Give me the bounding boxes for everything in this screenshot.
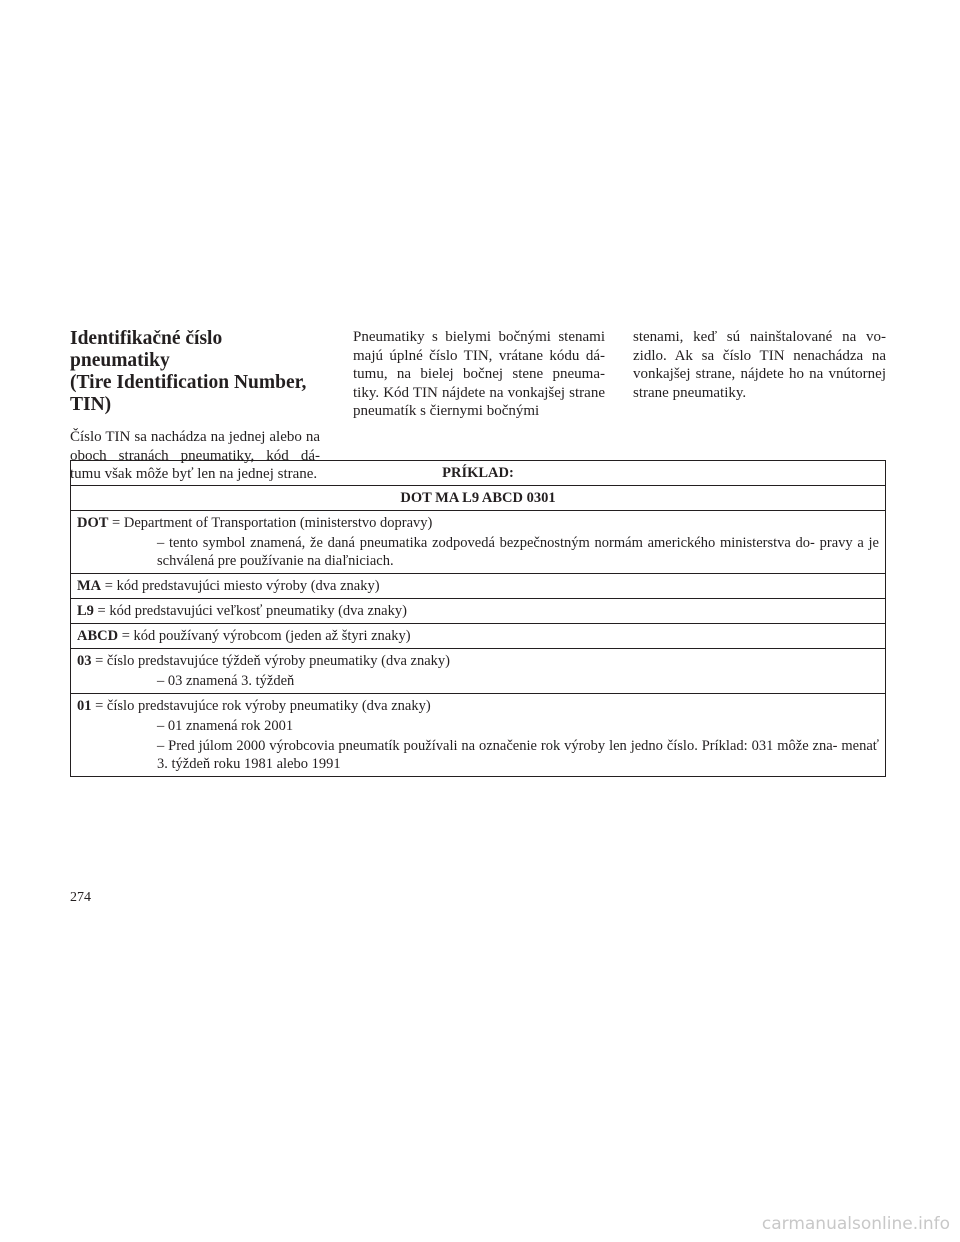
body-paragraph-3: stenami, keď sú nainštalované na vo- zidlo. Ak sa číslo TIN nenachádza na vonkajšej strane, nájdete ho na vnútornej strane pneumatiky. xyxy=(633,329,886,401)
table-cell xyxy=(71,694,886,777)
definition-line xyxy=(77,652,879,670)
table-row xyxy=(71,624,886,649)
column-2 xyxy=(353,328,605,421)
code-term: L9 xyxy=(77,603,94,619)
definition-line xyxy=(77,697,879,715)
code-term: MA xyxy=(77,578,102,594)
table-row xyxy=(71,511,886,574)
table-row xyxy=(71,694,886,777)
definition-line xyxy=(77,627,879,645)
code-definition: = Department of Transportation (ministerstvo dopravy) xyxy=(108,515,433,531)
page-number: 274 xyxy=(70,890,91,905)
code-definition: = číslo predstavujúce rok výroby pneumatiky (dva znaky) xyxy=(91,698,431,714)
table-cell xyxy=(71,574,886,599)
table-cell xyxy=(71,599,886,624)
table-row xyxy=(71,649,886,694)
watermark: carmanualsonline.info xyxy=(761,1214,950,1234)
sub-note: – Pred júlom 2000 výrobcovia pneumatík používali na označenie rok výroby len jedno číslo. Príklad: 031 môže zna- menať 3. týždeň roku 1981 alebo 1991 xyxy=(157,738,879,772)
sub-note: – 03 znamená 3. týždeň xyxy=(157,673,295,689)
body-paragraph-2: Pneumatiky s bielymi bočnými stenami majú úplné číslo TIN, vrátane kódu dá- tumu, na bielej bočnej stene pneuma- tiky. Kód TIN nájdete na vonkajšej strane pneumatík s čiernymi bočnými xyxy=(353,329,605,419)
code-definition: = číslo predstavujúce týždeň výroby pneumatiky (dva znaky) xyxy=(91,653,450,669)
code-definition: = kód predstavujúci miesto výroby (dva znaky) xyxy=(101,578,380,594)
column-3 xyxy=(633,328,886,402)
heading-line: (Tire Identification Number, xyxy=(70,372,307,393)
code-definition: = kód používaný výrobcom (jeden až štyri znaky) xyxy=(118,628,411,644)
definition-line xyxy=(77,514,879,532)
heading-line: Identifikačné číslo pneumatiky xyxy=(70,328,223,371)
code-definition: = kód predstavujúci veľkosť pneumatiky (dva znaky) xyxy=(93,603,407,619)
table-code-line: DOT MA L9 ABCD 0301 xyxy=(71,486,886,511)
sub-note: – 01 znamená rok 2001 xyxy=(157,718,294,734)
table-cell xyxy=(71,511,886,574)
sub-note: – tento symbol znamená, že daná pneumatika zodpovedá bezpečnostným normám amerického ministerstva do- pravy a je schválená pre používanie na diaľniciach. xyxy=(157,535,879,569)
table-title: PRÍKLAD: xyxy=(71,461,886,486)
definition-line xyxy=(77,577,879,595)
code-term: DOT xyxy=(77,515,109,531)
example-table xyxy=(70,460,886,777)
definition-line xyxy=(77,602,879,620)
code-term: ABCD xyxy=(77,628,119,644)
table-row xyxy=(71,574,886,599)
code-term: 01 xyxy=(77,698,92,714)
table-title-row xyxy=(71,461,886,486)
table-code-row xyxy=(71,486,886,511)
intro-paragraph: Číslo TIN sa nachádza na jednej alebo na oboch stranách pneumatiky, kód dá- tumu však môže byť len na jednej strane. xyxy=(70,429,320,482)
code-term: 03 xyxy=(77,653,92,669)
heading-line: TIN) xyxy=(70,394,112,415)
section-heading xyxy=(70,328,320,416)
table-cell xyxy=(71,649,886,694)
table-row xyxy=(71,599,886,624)
table-cell xyxy=(71,624,886,649)
